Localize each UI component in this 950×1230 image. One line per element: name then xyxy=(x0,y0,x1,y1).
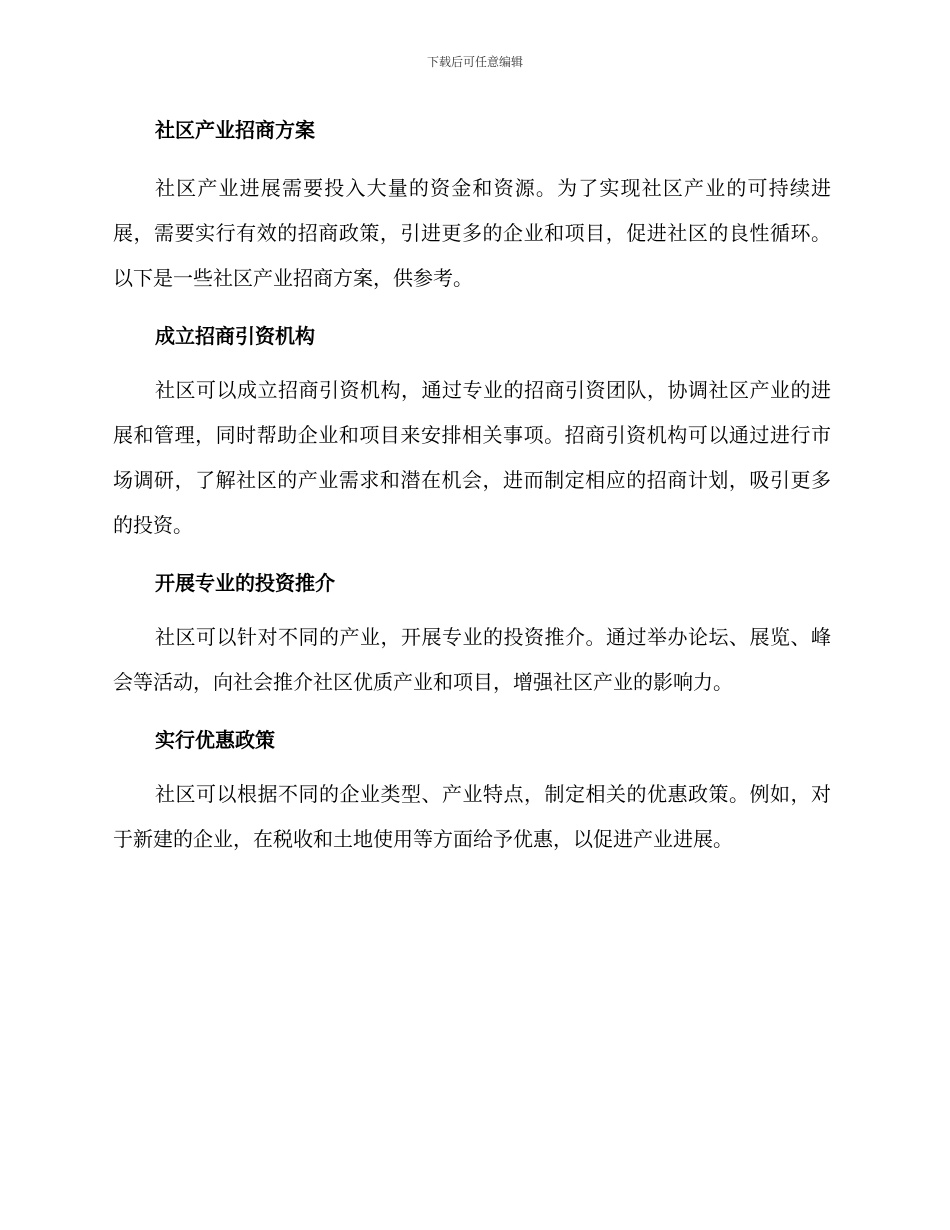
section-heading-3: 实行优惠政策 xyxy=(155,728,275,752)
document-body xyxy=(113,110,831,862)
header-note: 下载后可任意编辑 xyxy=(426,55,523,69)
section-body-3: 社区可以根据不同的企业类型、产业特点，制定相关的优惠政策。例如，对于新建的企业，在税收和土地使用等方面给予优惠，以促进产业进展。 xyxy=(113,782,831,851)
section-heading-2: 开展专业的投资推介 xyxy=(155,571,335,595)
document-title: 社区产业招商方案 xyxy=(155,118,315,142)
intro-paragraph: 社区产业进展需要投入大量的资金和资源。为了实现社区产业的可持续进展，需要实行有效的招商政策，引进更多的企业和项目，促进社区的良性循环。以下是一些社区产业招商方案，供参考。 xyxy=(113,176,831,290)
section-body-2: 社区可以针对不同的产业，开展专业的投资推介。通过举办论坛、展览、峰会等活动，向社会推介社区优质产业和项目，增强社区产业的影响力。 xyxy=(113,625,831,694)
section-heading-1: 成立招商引资机构 xyxy=(155,324,315,348)
section-body-1: 社区可以成立招商引资机构，通过专业的招商引资团队，协调社区产业的进展和管理，同时帮助企业和项目来安排相关事项。招商引资机构可以通过进行市场调研，了解社区的产业需求和潜在机会，进而制定相应的招商计划，吸引更多的投资。 xyxy=(113,378,831,537)
